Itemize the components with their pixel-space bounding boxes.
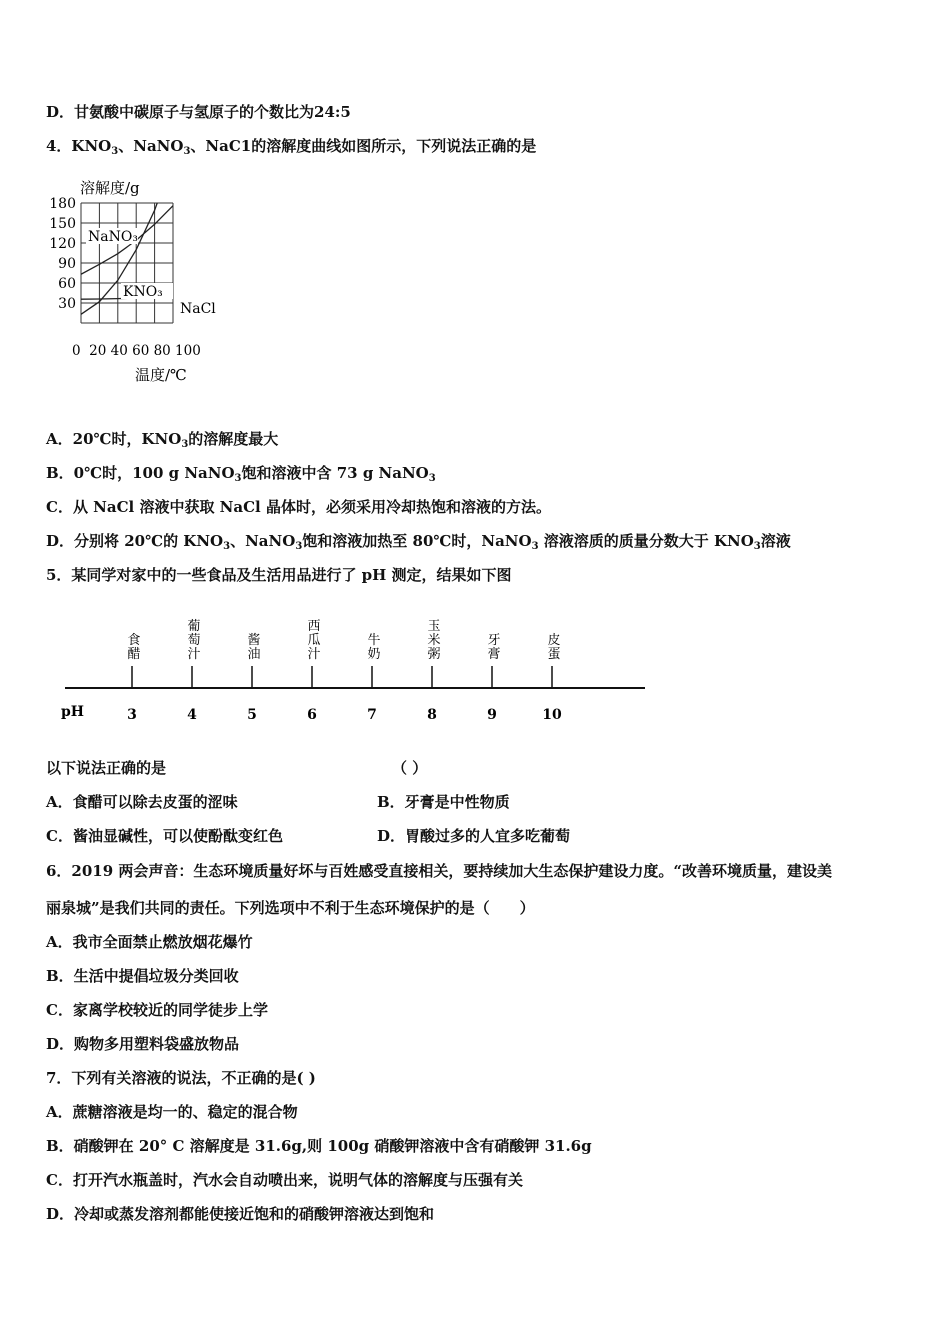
option-text: D．分别将 20℃的 KNO [46, 532, 224, 550]
ph-item-name [127, 633, 140, 662]
q5-option-b: B．牙膏是中性物质 [377, 793, 510, 811]
ph-item-name [367, 632, 380, 662]
series-label: NaCl [180, 301, 216, 317]
option-text: 的溶解度最大 [188, 430, 279, 448]
option-text: 溶液 [760, 532, 791, 550]
q4-stem [46, 136, 536, 156]
q6-option-a: A．我市全面禁止燃放烟花爆竹 [46, 933, 253, 951]
q6-option-c: C．家离学校较近的同学徒步上学 [46, 1001, 268, 1019]
option-text: 饱和溶液加热至 80℃时，NaNO [302, 532, 532, 550]
chart-xlabel: 温度/℃ [135, 366, 187, 384]
ph-item-char: 萄 [187, 633, 201, 648]
q7-option-a: A．蔗糖溶液是均一的、稳定的混合物 [46, 1103, 298, 1121]
chart-x-ticks: 0 20 40 60 80 100 [72, 343, 201, 359]
q6-option-d: D．购物多用塑料袋盛放物品 [46, 1035, 240, 1053]
ph-items [127, 619, 562, 723]
solubility-chart [40, 175, 240, 390]
q5-option-a: A．食醋可以除去皮蛋的涩味 [46, 793, 238, 811]
option-text: A．20℃时，KNO [46, 430, 182, 448]
ph-value-label: 4 [187, 707, 197, 723]
option-text: 饱和溶液中含 73 g NaNO [241, 464, 429, 482]
ph-item-name [307, 619, 320, 662]
q4-stem-text: 4．KNO [46, 137, 112, 155]
option-text: B．0℃时，100 g NaNO [46, 464, 235, 482]
ph-item-char: 汁 [307, 647, 321, 662]
ph-item-char: 膏 [487, 647, 501, 662]
subscript: 3 [111, 146, 119, 157]
subscript: 3 [428, 473, 436, 484]
subscript: 3 [531, 541, 539, 552]
q4-option-a [46, 429, 278, 449]
ph-item-name [247, 632, 260, 662]
q5-prompt: 以下说法正确的是 [46, 759, 167, 777]
ph-value-label: 10 [542, 707, 562, 723]
ph-item-char: 油 [247, 647, 261, 662]
subscript: 3 [295, 541, 303, 552]
ph-item-char: 汁 [187, 647, 201, 662]
q5-option-d: D．胃酸过多的人宜多吃葡萄 [377, 827, 571, 845]
q7-option-b: B．硝酸钾在 20° C 溶解度是 31.6g,则 100g 硝酸钾溶液中含有硝酸钾 31.6g [46, 1137, 592, 1155]
q3-option-d: D．甘氨酸中碳原子与氢原子的个数比为24:5 [46, 103, 351, 121]
ph-value-label: 9 [487, 707, 497, 723]
series-label: KNO₃ [123, 284, 163, 300]
ph-scale-diagram [55, 600, 655, 730]
q5-option-c: C．酱油显碱性，可以使酚酞变红色 [46, 827, 283, 845]
ph-value-label: 5 [247, 707, 257, 723]
ph-item-name [487, 633, 500, 662]
ph-item-name [187, 619, 200, 662]
ph-value-label: 3 [127, 707, 137, 723]
y-tick-label: 60 [58, 276, 76, 292]
q7-option-d: D．冷却或蒸发溶剂都能使接近饱和的硝酸钾溶液达到饱和 [46, 1205, 435, 1223]
ph-item-char: 醋 [127, 647, 141, 662]
ph-item-char: 食 [127, 633, 141, 648]
q4-option-c: C．从 NaCl 溶液中获取 NaCl 晶体时，必须采用冷却热饱和溶液的方法。 [46, 498, 551, 516]
q4-stem-text: 、NaC1的溶解度曲线如图所示，下列说法正确的是 [190, 137, 537, 155]
subscript: 3 [183, 146, 191, 157]
subscript: 3 [223, 541, 231, 552]
q7-option-c: C．打开汽水瓶盖时，汽水会自动喷出来，说明气体的溶解度与压强有关 [46, 1171, 523, 1189]
ph-value-label: 8 [427, 707, 437, 723]
ph-item-char: 皮 [547, 633, 561, 648]
y-tick-label: 180 [49, 196, 76, 212]
y-tick-label: 150 [49, 216, 76, 232]
ph-item-char: 奶 [367, 647, 381, 662]
ph-value-label: 6 [307, 707, 317, 723]
y-tick-label: 120 [49, 236, 76, 252]
q5-answer-bracket: （ ） [392, 759, 428, 777]
q7-stem: 7．下列有关溶液的说法，不正确的是( ) [46, 1069, 316, 1087]
ph-item-char: 蛋 [547, 647, 561, 662]
subscript: 3 [753, 541, 761, 552]
chart-y-ticks [49, 196, 76, 312]
q4-option-d [46, 531, 791, 551]
subscript: 3 [234, 473, 242, 484]
q6-stem-line1: 6．2019 两会声音：生态环境质量好坏与百姓感受直接相关，要持续加大生态保护建设力度。“改善环境质量，建设美 [46, 862, 833, 880]
ph-item-char: 米 [427, 633, 441, 648]
ph-item-name [427, 619, 440, 662]
ph-scale-label: pH [61, 704, 85, 720]
y-tick-label: 90 [58, 256, 76, 272]
chart-curve-labels [86, 228, 230, 317]
ph-value-label: 7 [367, 707, 377, 723]
option-text: 溶液溶质的质量分数大于 KNO [538, 532, 754, 550]
q6-option-b: B．生活中提倡垃圾分类回收 [46, 967, 239, 985]
option-text: 、NaNO [230, 532, 296, 550]
q4-option-b [46, 463, 436, 483]
ph-item-name [547, 632, 560, 662]
ph-item-char: 牛 [367, 633, 381, 648]
series-label: NaNO₃ [88, 229, 138, 245]
q6-stem-line2: 丽泉城”是我们共同的责任。下列选项中不利于生态环境保护的是（ ） [46, 899, 535, 917]
ph-item-char: 瓜 [307, 633, 321, 648]
ph-item-char: 酱 [247, 633, 261, 648]
q4-stem-text: 、NaNO [118, 137, 184, 155]
subscript: 3 [181, 439, 189, 450]
ph-item-char: 葡 [187, 619, 201, 634]
y-tick-label: 30 [58, 296, 76, 312]
ph-item-char: 西 [307, 619, 321, 634]
q5-stem: 5．某同学对家中的一些食品及生活用品进行了 pH 测定，结果如下图 [46, 566, 512, 584]
ph-item-char: 牙 [487, 633, 501, 648]
ph-item-char: 玉 [427, 619, 441, 634]
chart-ylabel: 溶解度/g [80, 179, 140, 197]
ph-item-char: 粥 [427, 647, 441, 662]
